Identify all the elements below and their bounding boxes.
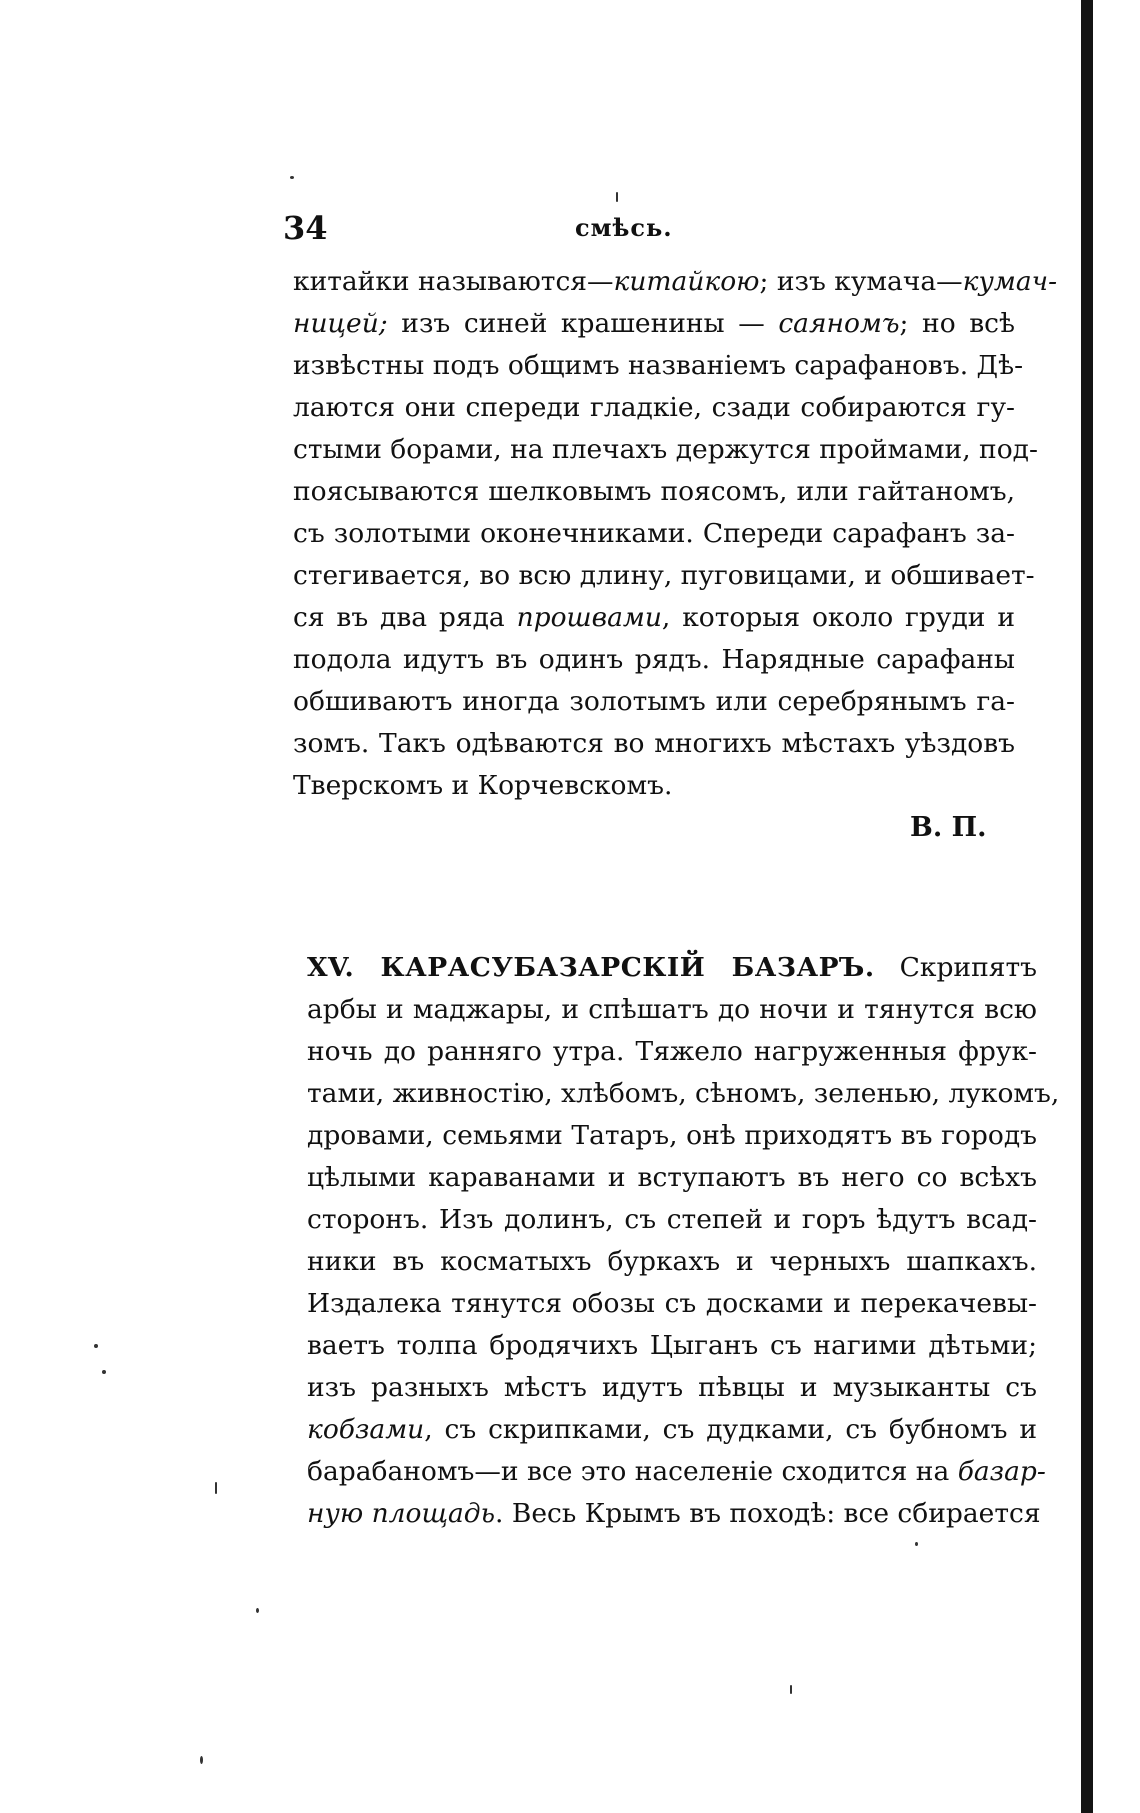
text-line: китайки называются—китайкою; изъ кумача—кумач- bbox=[293, 266, 1058, 297]
text-line: стегивается, во всю длину, пуговицами, и обшивает- bbox=[293, 560, 1035, 591]
page-header bbox=[283, 208, 993, 248]
scan-speck bbox=[616, 192, 618, 202]
text-line: лаются они спереди гладкіе, сзади собираются гу- bbox=[293, 392, 1015, 423]
page-number: 34 bbox=[283, 209, 328, 247]
scan-speck bbox=[256, 1608, 259, 1613]
text-line: поясываются шелковымъ поясомъ, или гайтаномъ, bbox=[293, 476, 1015, 507]
scan-speck bbox=[215, 1482, 217, 1494]
text-line: цѣлыми караванами и вступаютъ въ него со всѣхъ bbox=[307, 1162, 1037, 1193]
text-line: обшиваютъ иногда золотымъ или серебрянымъ га- bbox=[293, 686, 1015, 717]
text-line: сторонъ. Изъ долинъ, съ степей и горъ ѣдутъ всад- bbox=[307, 1204, 1037, 1235]
scan-page-edge bbox=[1081, 0, 1093, 1813]
text-line: ся въ два ряда прошвами, которыя около груди и bbox=[293, 602, 1015, 633]
text-line: зомъ. Такъ одѣваются во многихъ мѣстахъ уѣздовъ bbox=[293, 728, 1015, 759]
text-line: ницей; изъ синей крашенины — саяномъ; но всѣ bbox=[293, 308, 1015, 339]
text-line: дровами, семьями Татаръ, онѣ приходятъ въ городъ bbox=[307, 1120, 1037, 1151]
text-line: тами, живностію, хлѣбомъ, сѣномъ, зеленью, лукомъ, bbox=[307, 1078, 1060, 1109]
scan-speck bbox=[94, 1344, 98, 1348]
text-line: Издалека тянутся обозы съ досками и перекачевы- bbox=[307, 1288, 1037, 1319]
section-heading: XV. КАРАСУБАЗАРСКІЙ БАЗАРЪ. bbox=[307, 952, 875, 983]
text-line: извѣстны подъ общимъ названіемъ сарафановъ. Дѣ- bbox=[293, 350, 1024, 381]
scan-speck bbox=[200, 1756, 203, 1764]
scan-speck bbox=[915, 1542, 918, 1546]
text-line: ваетъ толпа бродячихъ Цыганъ съ нагими дѣтьми; bbox=[307, 1330, 1037, 1361]
running-head: смѣсь. bbox=[575, 213, 673, 242]
text-line: ную площадь. Весь Крымъ въ походѣ: все сбирается bbox=[307, 1498, 1041, 1529]
text-line: изъ разныхъ мѣстъ идутъ пѣвцы и музыканты съ bbox=[307, 1372, 1037, 1403]
text-line: XV. КАРАСУБАЗАРСКІЙ БАЗАРЪ. Скрипятъ bbox=[307, 952, 1037, 983]
text-line: подола идутъ въ одинъ рядъ. Нарядные сарафаны bbox=[293, 644, 1015, 675]
author-signature: В. П. bbox=[910, 812, 987, 843]
text-line: ники въ косматыхъ буркахъ и черныхъ шапкахъ. bbox=[307, 1246, 1037, 1277]
scan-speck bbox=[790, 1685, 792, 1694]
scan-speck bbox=[290, 176, 294, 179]
text-line: Тверскомъ и Корчевскомъ. bbox=[293, 770, 673, 801]
text-line: стыми борами, на плечахъ держутся проймами, под- bbox=[293, 434, 1038, 465]
text-line: съ золотыми оконечниками. Спереди сарафанъ за- bbox=[293, 518, 1015, 549]
scan-speck bbox=[102, 1370, 106, 1374]
text-line: ночь до ранняго утра. Тяжело нагруженныя фрук- bbox=[307, 1036, 1037, 1067]
text-line: арбы и маджары, и спѣшатъ до ночи и тянутся всю bbox=[307, 994, 1037, 1025]
text-line: барабаномъ—и все это населеніе сходится на базар- bbox=[307, 1456, 1046, 1487]
text-line: кобзами, съ скрипками, съ дудками, съ бубномъ и bbox=[307, 1414, 1037, 1445]
